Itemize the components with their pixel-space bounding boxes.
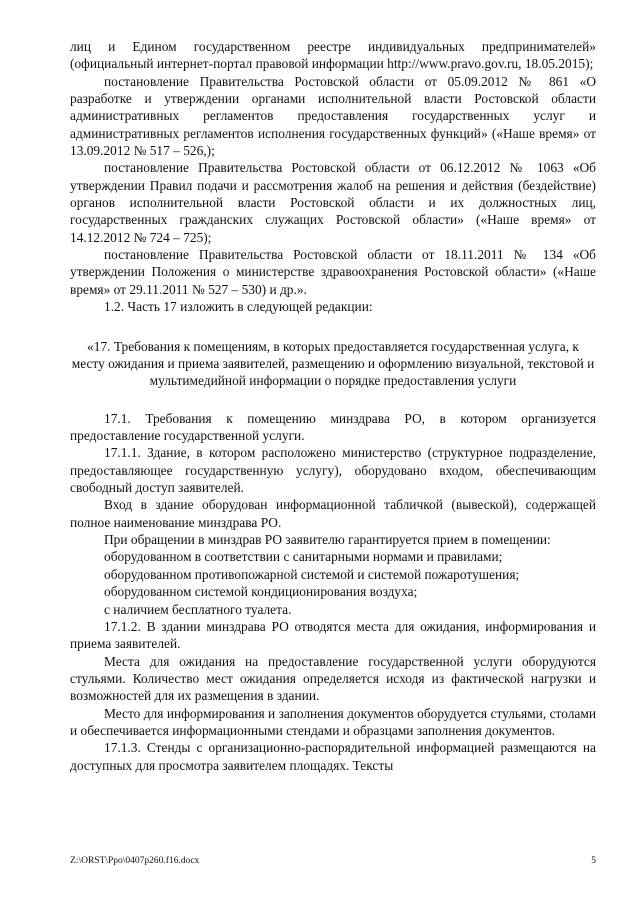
paragraph-17-1: 17.1. Требования к помещению минздрава РО, в котором организуется предоставление государственной услуги. [70, 410, 596, 444]
paragraph-resolution-1063: постановление Правительства Ростовской области от 06.12.2012 № 1063 «Об утверждении Правил подачи и рассмотрения жалоб на решения и действия (бездействие) органов исполнительной власти Ростовской области и их должностных лиц, государственных гражданских служащих Ростовской области» («Наше время» от 14.12.2012 № 724 – 725); [70, 160, 596, 245]
paragraph-17-1-2: 17.1.2. В здании минздрава РО отводятся места для ожидания, информирования и приема заявителей. [70, 618, 596, 652]
paragraph-resolution-861: постановление Правительства Ростовской области от 05.09.2012 № 861 «О разработке и утверждении органами исполнительной власти Ростовской области административных регламентов предоставления государственных услуг и административных регламентов исполнения государственных функций» («Наше время» от 13.09.2012 № 517 – 526,); [70, 73, 596, 159]
paragraph-17-1-3: 17.1.3. Стенды с организационно-распорядительной информацией размещаются на доступных для просмотра заявителем площадях. Тексты [70, 740, 596, 773]
list-item-sanitary: оборудованном в соответствии с санитарными нормами и правилами; [104, 549, 503, 565]
file-path: Z:\ORST\Ppo\0407p260.f16.docx [70, 856, 200, 866]
page-number: 5 [591, 856, 596, 866]
list-item-fire-safety: оборудованном противопожарной системой и системой пожаротушения; [104, 566, 520, 582]
paragraph-waiting-places: Места для ожидания на предоставление государственной услуги оборудуются стульями. Количество мест ожидания определяется исходя из фактической нагрузки и возможностей для их размещения в здании. [70, 653, 596, 704]
paragraph-item-1-2: 1.2. Часть 17 изложить в следующей редакции: [104, 299, 373, 315]
section-heading: «17. Требования к помещениям, в которых предоставляется государственная услуга, к месту ожидания и приема заявителей, размещению и оформлению визуальной, текстовой и мультимедийной информации о порядке предоставления услуги [71, 338, 595, 389]
paragraph-entrance: Вход в здание оборудован информационной табличкой (вывеской), содержащей полное наименование минздрава РО. [70, 497, 596, 530]
page-footer [70, 855, 596, 867]
paragraph-resolution-134: постановление Правительства Ростовской области от 18.11.2011 № 134 «Об утверждении Положения о министерстве здравоохранения Ростовской области» («Наше время» от 29.11.2011 № 527 – 530) и др.». [70, 247, 596, 297]
paragraph-information-place: Место для информирования и заполнения документов оборудуется стульями, столами и обеспечивается информационными стендами и образцами заполнения документов. [70, 705, 596, 738]
paragraph-17-1-1: 17.1.1. Здание, в котором расположено министерство (структурное подразделение, предоставляющее государственную услугу), оборудовано входом, обеспечивающим свободный доступ заявителей. [70, 445, 596, 496]
list-item-air-conditioning: оборудованном системой кондиционирования воздуха; [104, 584, 418, 600]
list-item-toilet: с наличием бесплатного туалета. [104, 601, 292, 617]
paragraph-reception: При обращении в минздрав РО заявителю гарантируется прием в помещении: [104, 532, 551, 548]
paragraph-continuation: лиц и Едином государственном реестре индивидуальных предпринимателей» (официальный интернет-портал правовой информации http://www.pravo.gov.ru, 18.05.2015); [70, 39, 596, 72]
document-body [70, 38, 596, 774]
